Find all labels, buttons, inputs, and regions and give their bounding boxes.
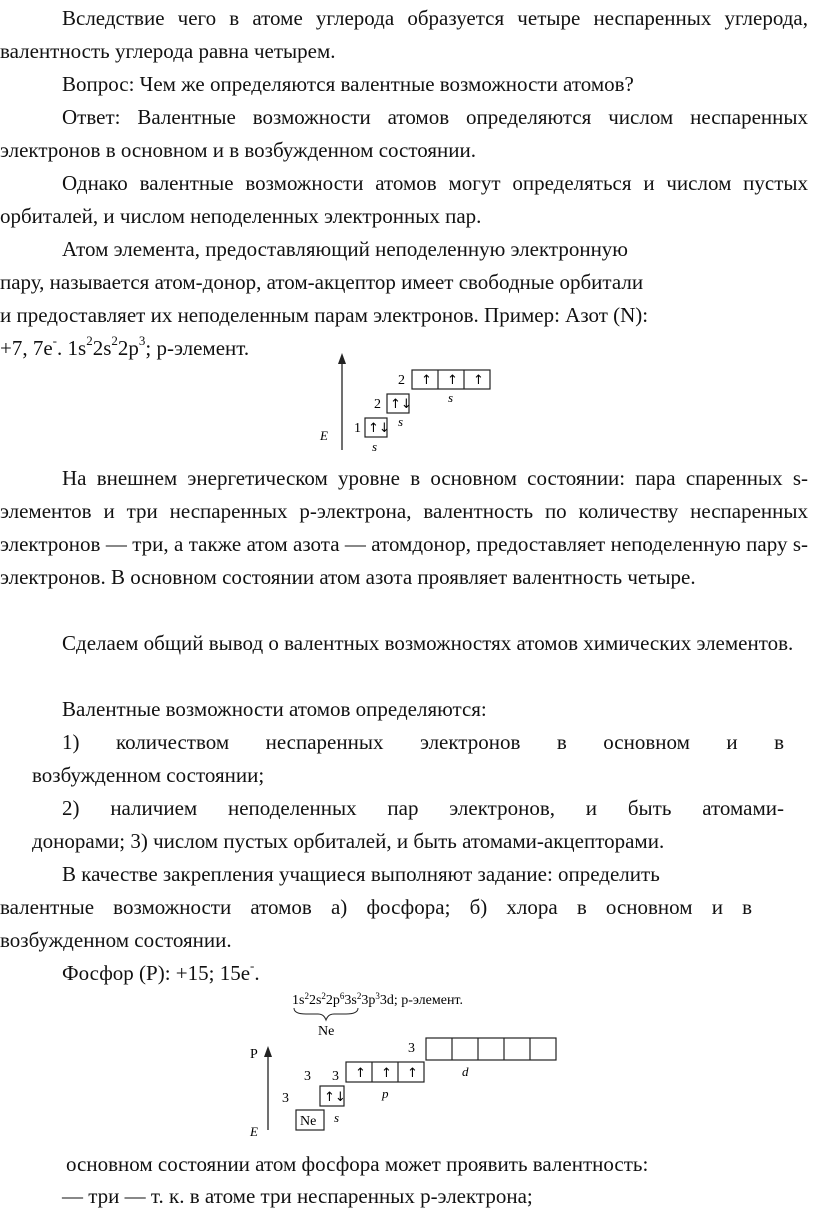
paragraph-phosphorus-valence: основном состоянии атом фосфора может проявить валентность: xyxy=(66,1152,649,1176)
sublevel-2p-label: s xyxy=(448,390,454,405)
orbital-3p-electron-2: ↑ xyxy=(381,1066,392,1081)
level-3d-label: 3 xyxy=(408,1041,415,1056)
paragraph-determined-by: Валентные возможности атомов определяются: xyxy=(62,697,487,721)
sublevel-3p-label: p xyxy=(382,1086,389,1101)
level-3s-label: 3 xyxy=(304,1069,311,1084)
sublevel-3s-label: s xyxy=(334,1110,340,1125)
paragraph-conclusion: Сделаем общий вывод о валентных возможностях атомов химических элементов. xyxy=(62,631,794,655)
orbital-3p-electron-1: ↑ xyxy=(355,1066,366,1081)
paragraph-outer-level: На внешнем энергетическом уровне в основном состоянии: пара спаренных s-элементов и три неспаренных p-электрона, валентность по количеству неспаренных электронов — три, а также атом азота — атомдонор, предоставляет неподеленную пару s-электронов. В основном состоянии атом азота проявляет валентность четыре. xyxy=(0,466,808,589)
orbital-1s-electrons: ↑↓ xyxy=(368,421,390,436)
orbital-2p-electron-1: ↑ xyxy=(421,373,432,388)
phosphorus-formula-line: Фосфор (P): +15; 15е-. xyxy=(62,958,260,985)
core-level-label: 3 xyxy=(282,1091,289,1106)
paragraph-task-line3: возбужденном состоянии. xyxy=(0,928,232,952)
ne-brace xyxy=(294,1008,358,1020)
core-ne-label: Ne xyxy=(300,1114,317,1129)
axis-label-p: P xyxy=(250,1047,258,1062)
ne-brace-label: Ne xyxy=(318,1024,335,1039)
nitrogen-orbital-diagram xyxy=(312,350,512,460)
orbital-2s-electrons: ↑↓ xyxy=(390,397,412,412)
paragraph-task-line2: валентные возможности атомов а) фосфора; б) хлора в основном и в xyxy=(0,895,752,919)
axis-label-e: E xyxy=(320,428,328,443)
level-2p-label: 2 xyxy=(398,373,405,388)
orbital-3d xyxy=(426,1038,556,1060)
energy-axis-arrow-icon xyxy=(264,1046,272,1057)
nitrogen-formula-line: +7, 7е-. $1s^22s^22p^3$; р-элемент. xyxy=(0,333,250,360)
paragraph-donor-line3: и предоставляет их неподеленным парам электронов. Пример: Азот (N): xyxy=(0,303,649,327)
sublevel-2s-label: s xyxy=(398,414,404,429)
phosphorus-orbital-diagram xyxy=(240,990,570,1140)
orbital-2p-electron-3: ↑ xyxy=(473,373,484,388)
paragraph-answer: Ответ: Валентные возможности атомов определяются числом неспаренных электронов в основном и в возбужденном состоянии. xyxy=(0,105,808,162)
sublevel-1s-label: s xyxy=(372,439,378,454)
paragraph-carbon-valence: Вследствие чего в атоме углерода образуется четыре неспаренных углерода, валентность углерода равна четырем. xyxy=(0,6,808,63)
paragraph-three-unpaired: — три — т. к. в атоме три неспаренных p-электрона; xyxy=(62,1184,533,1208)
list-item-1-line1: 1) количеством неспаренных электронов в основном и в xyxy=(62,730,784,754)
sublevel-3d-label: d xyxy=(462,1064,469,1079)
list-item-2-line2: донорами; 3) числом пустых орбиталей, и быть атомами-акцепторами. xyxy=(32,829,665,853)
axis-label-e: E xyxy=(250,1124,258,1139)
orbital-3s-electrons: ↑↓ xyxy=(324,1090,346,1105)
list-item-1-line2: возбужденном состоянии; xyxy=(32,763,265,787)
list-item-2-line1: 2) наличием неподеленных пар электронов, и быть атомами- xyxy=(62,796,784,820)
level-1-label: 1 xyxy=(354,421,361,436)
paragraph-however: Однако валентные возможности атомов могут определяться и числом пустых орбиталей, и числом неподеленных электронных пар. xyxy=(0,171,808,228)
orbital-2p-electron-2: ↑ xyxy=(447,373,458,388)
level-3p-label: 3 xyxy=(332,1069,339,1084)
orbital-3p-electron-3: ↑ xyxy=(407,1066,418,1081)
phosphorus-electron-formula: $1s^22s^22p^63s^23p^33d$; p-элемент. xyxy=(292,991,463,1008)
paragraph-question: Вопрос: Чем же определяются валентные возможности атомов? xyxy=(62,72,634,96)
energy-axis-arrow-icon xyxy=(338,353,346,364)
level-2s-label: 2 xyxy=(374,397,381,412)
paragraph-donor-line1: Атом элемента, предоставляющий неподеленную электронную xyxy=(62,237,628,261)
paragraph-task-line1: В качестве закрепления учащиеся выполняют задание: определить xyxy=(62,862,660,886)
paragraph-donor-line2: пару, называется атом-донор, атом-акцептор имеет свободные орбитали xyxy=(0,270,644,294)
